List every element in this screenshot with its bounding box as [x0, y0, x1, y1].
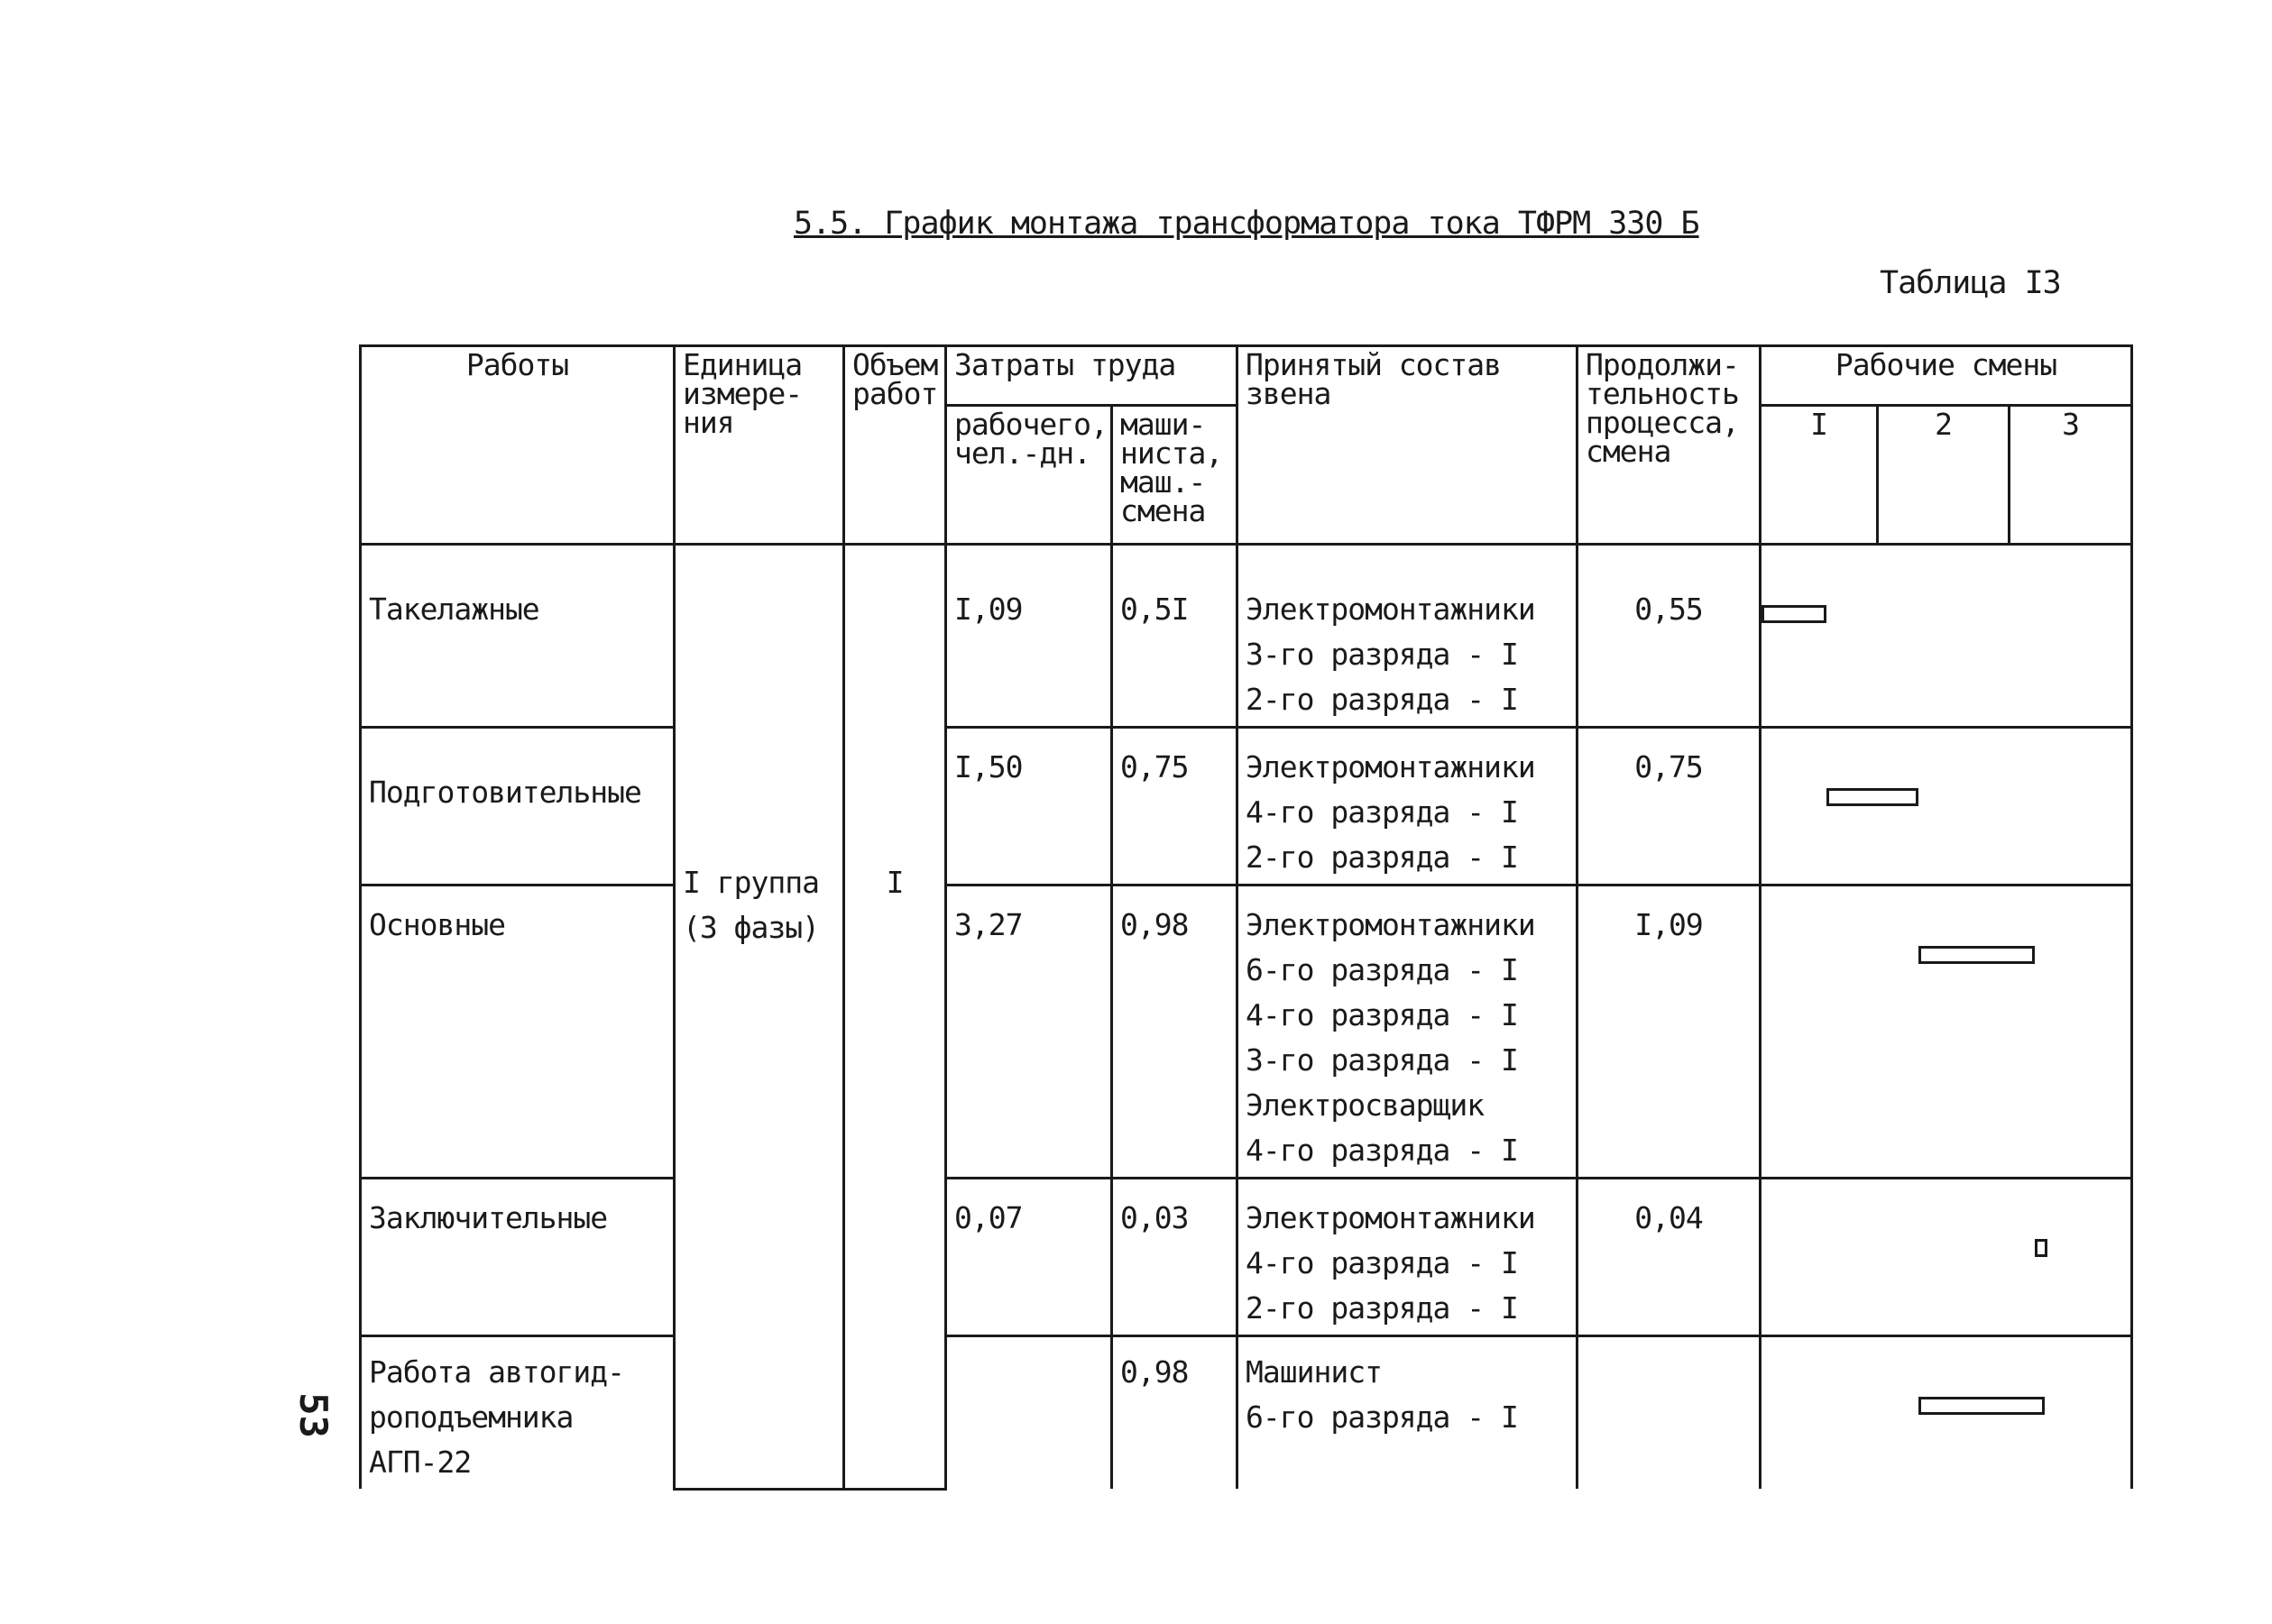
work-name: [361, 1336, 675, 1490]
crew-line: 3-го разряда - I: [1246, 1042, 1518, 1078]
shift-bar: [1918, 1397, 2045, 1415]
duration-cell: I,09: [1578, 885, 1761, 1179]
header-shift-1: I: [1761, 406, 1878, 545]
crew-line: 6-го разряда - I: [1246, 1399, 1518, 1435]
shift-gantt-cell: [1761, 885, 2132, 1179]
header-works: Работы: [361, 346, 675, 545]
duration-cell: 0,55: [1578, 545, 1761, 728]
crew-cell: [1237, 1179, 1578, 1336]
document-title: 5.5. График монтажа трансформатора тока ТФРМ 330 Б: [794, 206, 1699, 242]
page-number: 53: [290, 1392, 336, 1438]
machinist-cost: 0,03: [1112, 1179, 1237, 1336]
header-duration-line: Продолжи-: [1586, 347, 1739, 382]
header-volume-line: работ: [852, 376, 938, 411]
shift-bar: [2035, 1239, 2047, 1257]
crew-line: Электромонтажники: [1246, 1200, 1535, 1235]
crew-cell: [1237, 885, 1578, 1179]
header-machinist-line: маш.-: [1120, 464, 1206, 500]
machinist-cost: 0,75: [1112, 728, 1237, 885]
crew-cell: [1237, 728, 1578, 885]
crew-line: Электромонтажники: [1246, 592, 1535, 627]
header-unit: [675, 346, 844, 545]
table-row: [361, 1179, 2132, 1336]
crew-line: 3-го разряда - I: [1246, 637, 1518, 672]
worker-cost: I,09: [946, 545, 1112, 728]
schedule-table: [359, 344, 2133, 1491]
header-volume-line: Объем: [852, 347, 938, 382]
header-crew-line: Принятый состав: [1246, 347, 1502, 382]
work-name: [361, 1179, 675, 1336]
crew-line: Электросварщик: [1246, 1087, 1485, 1123]
work-name: [361, 545, 675, 728]
header-volume: [844, 346, 946, 545]
worker-cost: 0,07: [946, 1179, 1112, 1336]
crew-line: 4-го разряда - I: [1246, 997, 1518, 1032]
shift-bar: [1918, 946, 2035, 964]
worker-cost: 3,27: [946, 885, 1112, 1179]
header-worker-line: чел.-дн.: [954, 436, 1090, 471]
worker-cost: [946, 1336, 1112, 1490]
work-name: [361, 885, 675, 1179]
table-row: [361, 1336, 2132, 1490]
header-labor: Затраты труда: [946, 346, 1237, 406]
machinist-cost: 0,98: [1112, 1336, 1237, 1490]
crew-line: 6-го разряда - I: [1246, 952, 1518, 987]
crew-line: 2-го разряда - I: [1246, 682, 1518, 717]
work-name-line: Заключительные: [369, 1200, 608, 1235]
header-duration-line: тельность: [1586, 376, 1739, 411]
crew-line: Электромонтажники: [1246, 907, 1535, 942]
worker-cost: I,50: [946, 728, 1112, 885]
header-unit-line: измере-: [683, 376, 803, 411]
work-name-line: Подготовительные: [369, 775, 641, 810]
duration-cell: 0,75: [1578, 728, 1761, 885]
work-name-line: Основные: [369, 907, 505, 942]
header-machinist-line: смена: [1120, 493, 1206, 528]
shift-gantt-cell: [1761, 1179, 2132, 1336]
machinist-cost: 0,5I: [1112, 545, 1237, 728]
header-duration-line: процесса,: [1586, 405, 1739, 440]
header-worker: [946, 406, 1112, 545]
crew-line: Машинист: [1246, 1354, 1382, 1390]
table-row: [361, 728, 2132, 885]
work-name-line: Работа автогид-: [369, 1354, 625, 1390]
header-shift-2: 2: [1878, 406, 2010, 545]
table-label: Таблица I3: [1880, 265, 2061, 301]
header-machinist: [1112, 406, 1237, 545]
shift-bar: [1761, 605, 1826, 623]
header-machinist-line: ниста,: [1120, 436, 1223, 471]
header-machinist-line: маши-: [1120, 407, 1206, 442]
unit-line: (3 фазы): [683, 910, 819, 945]
unit-cell: [675, 545, 844, 1490]
crew-line: 2-го разряда - I: [1246, 840, 1518, 875]
header-shifts: Рабочие смены: [1761, 346, 2132, 406]
work-name-line: роподъемника: [369, 1399, 574, 1435]
crew-line: 2-го разряда - I: [1246, 1290, 1518, 1326]
header-duration: [1578, 346, 1761, 545]
shift-gantt-cell: [1761, 728, 2132, 885]
crew-line: 4-го разряда - I: [1246, 1245, 1518, 1280]
work-name-line: Такелажные: [369, 592, 539, 627]
shift-gantt-cell: [1761, 1336, 2132, 1490]
header-shift-3: 3: [2010, 406, 2132, 545]
header-unit-line: ния: [683, 405, 734, 440]
crew-cell: [1237, 545, 1578, 728]
header-worker-line: рабочего,: [954, 407, 1108, 442]
crew-line: 4-го разряда - I: [1246, 1133, 1518, 1168]
work-name-line: АГП-22: [369, 1445, 472, 1480]
shift-gantt-cell: [1761, 545, 2132, 728]
duration-cell: [1578, 1336, 1761, 1490]
machinist-cost: 0,98: [1112, 885, 1237, 1179]
volume-cell: I: [844, 545, 946, 1490]
header-crew: [1237, 346, 1578, 545]
header-unit-line: Единица: [683, 347, 803, 382]
table-row: [361, 545, 2132, 728]
crew-line: Электромонтажники: [1246, 749, 1535, 784]
work-name: [361, 728, 675, 885]
table-row: [361, 885, 2132, 1179]
crew-line: 4-го разряда - I: [1246, 794, 1518, 830]
duration-cell: 0,04: [1578, 1179, 1761, 1336]
header-crew-line: звена: [1246, 376, 1331, 411]
shift-bar: [1826, 788, 1918, 806]
header-duration-line: смена: [1586, 434, 1671, 469]
unit-line: I группа: [683, 865, 819, 900]
crew-cell: [1237, 1336, 1578, 1490]
